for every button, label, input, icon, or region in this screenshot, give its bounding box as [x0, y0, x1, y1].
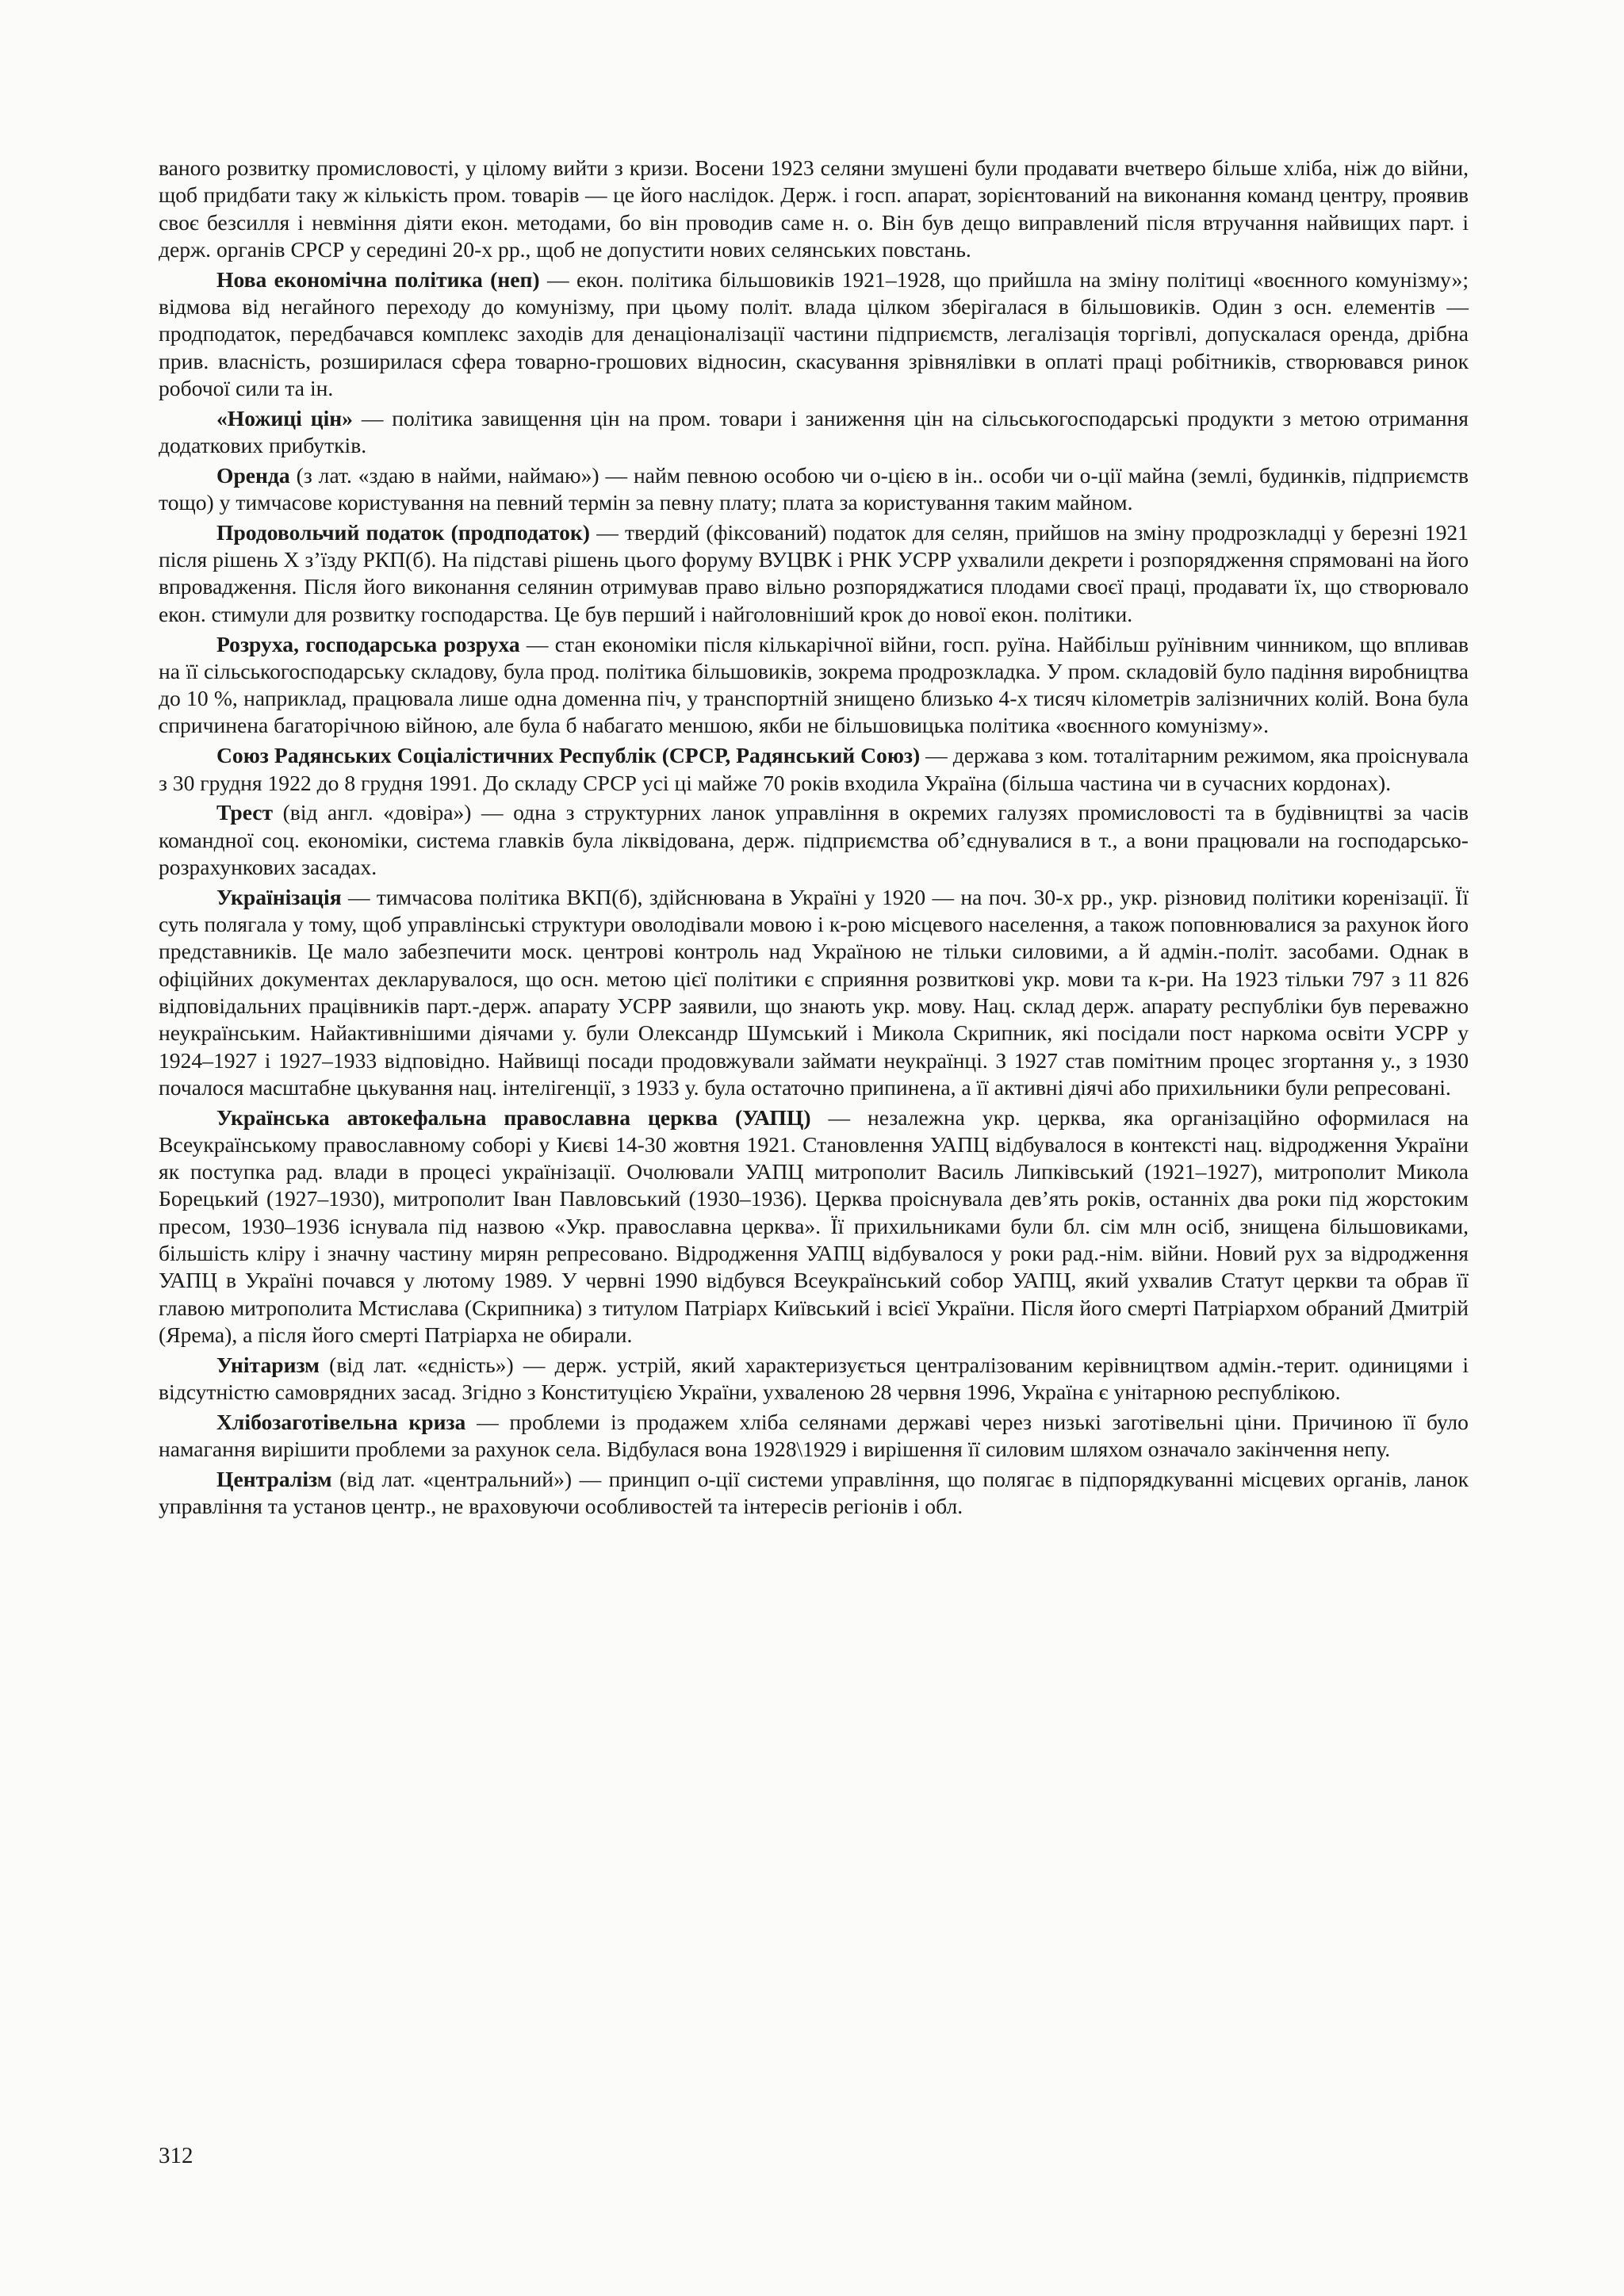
entry-term: Розруха, господарська розруха — [216, 631, 520, 656]
entry-term: Продовольчий податок (продподаток) — [216, 519, 590, 545]
entry-text: (з лат. «здаю в найми, наймаю») — найм певною особою чи о-цією в ін.. особи чи о-ції майна (землі, будинків, підприємств тощо) у тимчасове користування на певний термін за певну плату; плата за користування таким майном. — [159, 462, 1469, 515]
entry-trust — [159, 799, 1469, 881]
page-number: 312 — [159, 2143, 193, 2168]
entry-devastation — [159, 631, 1469, 740]
page-body — [159, 155, 1469, 1521]
entry-text: — політика завищення цін на пром. товари і заниження цін на сільськогосподарські продукти з метою отримання додаткових прибутків. — [159, 405, 1469, 457]
entry-ussr — [159, 742, 1469, 797]
entry-text: — стан економіки після кількарічної війни, госп. руїна. Найбільш руїнівним чинником, що впливав на її сільськогосподарську складову, була прод. політика більшовиків, зокрема продрозкладка. У пром. складовій було падіння виробництва до 10 %, наприклад, працювала лише одна доменна піч, у транспортній знищено близько 4-х тисяч кілометрів залізничних колій. Вона була спричинена багаторічною війною, але була б набагато меншою, якби не більшовицька політика «воєнного комунізму». — [159, 631, 1469, 738]
entry-centralism — [159, 1466, 1469, 1521]
entry-term: Українізація — [216, 884, 342, 909]
entry-term: Хлібозаготівельна криза — [216, 1409, 466, 1434]
entry-text: (від лат. «єдність») — держ. устрій, який характеризується централізованим керівництвом адмін.-терит. одиницями і відсутністю самоврядних засад. Згідно з Конституцією України, ухваленою 28 червня 1996, Україна є унітарною республікою. — [159, 1352, 1469, 1405]
intro-paragraph: ваного розвитку промисловості, у цілому вийти з кризи. Восени 1923 селяни змушені були продавати вчетверо більше хліба, ніж до війни, щоб придбати таку ж кількість пром. товарів — це його наслідок. Держ. і госп. апарат, зорієнтований на виконання команд центру, проявив своє безсилля і невміння діяти екон. методами, бо він проводив саме н. о. Він був дещо виправлений після втручання найвищих парт. і держ. органів СРСР у середині 20-х рр., щоб не допустити нових селянських повстань. — [159, 155, 1469, 262]
entry-unitarism — [159, 1352, 1469, 1406]
entry-rent — [159, 462, 1469, 517]
entry-text: — екон. політика більшовиків 1921–1928, що прийшла на зміну політиці «воєнного комунізму»; відмова від негайного переходу до комунізму, при цьому політ. влада цілком зберігалася в більшовиків. Один з осн. елементів — продподаток, передбачався комплекс заходів для денаціоналізації частини підприємств, легалізація торгівлі, допускалася оренда, дрібна прив. власність, розширилася сфера товарно-грошових відносин, скасування зрівнялівки в оплаті праці робітників, створювався ринок робочої сили та ін. — [159, 266, 1469, 400]
entry-ukrainization — [159, 884, 1469, 1101]
entry-text: (від англ. «довіра») — одна з структурних ланок управління в окремих галузях промисловості та в будівництві за часів командної соц. економіки, система главків була ліквідована, держ. підприємства об’єднувалися в т., а вони працювали на господарсько-розрахункових засадах. — [159, 800, 1469, 879]
entry-text: — твердий (фіксований) податок для селян, прийшов на зміну продрозкладці у березні 1921 після рішень X з’їзду РКП(б). На підставі рішень цього форуму ВУЦВК і РНК УСРР ухвалили декрети і розпорядження спрямовані на його впровадження. Після його виконання селянин отримував право вільно розпоряджатися плодами своєї праці, продавати їх, що створювало екон. стимули для розвитку господарства. Це був перший і найголовніший крок до нової екон. політики. — [159, 519, 1469, 626]
entry-text: (від лат. «центральний») — принцип о-ції системи управління, що полягає в підпорядкуванні місцевих органів, ланок управління та установ центр., не враховуючи особливостей та інтересів регіонів і обл. — [159, 1466, 1469, 1519]
entry-food-tax — [159, 519, 1469, 628]
entry-price-scissors — [159, 405, 1469, 460]
entry-text: — незалежна укр. церква, яка організаційно оформилася на Всеукраїнському православному соборі у Києві 14-30 жовтня 1921. Становлення УАПЦ відбувалося в контексті нац. відродження України як поступка рад. влади в процесі українізації. Очолювали УАПЦ митрополит Василь Липківський (1921–1927), митрополит Микола Борецький (1927–1930), митрополит Іван Павловський (1930–1936). Церква проіснувала дев’ять років, останніх два роки під жорстоким пресом, 1930–1936 існувала під назвою «Укр. православна церква». Її прихильниками були бл. сім млн осіб, знищена більшовиками, більшість кліру і значну частину мирян репресовано. Відродження УАПЦ відбувалося у роки рад.-нім. війни. Новий рух за відродження УАПЦ в Україні почався у лютому 1989. У червні 1990 відбувся Всеукраїнський собор УАПЦ, який ухвалив Статут церкви та обрав її главою митрополита Мстислава (Скрипника) з титулом Патріарх Київський і всієї України. Після його смерті Патріархом обраний Дмитрій (Ярема), а після його смерті Патріарха не обирали. — [159, 1104, 1469, 1347]
entry-term: Нова економічна політика (неп) — [216, 266, 540, 292]
entry-term: Централізм — [216, 1466, 332, 1491]
entry-term: «Ножиці цін» — [216, 405, 353, 430]
entry-term: Союз Радянських Соціалістичних Республік (СРСР, Радянський Союз) — [216, 743, 921, 768]
entry-text: — проблеми із продажем хліба селянами державі через низькі заготівельні ціни. Причиною її було намагання вирішити проблеми за рахунок села. Відбулася вона 1928\1929 і вирішення її силовим шляхом означало закінчення непу. — [159, 1409, 1469, 1462]
entry-text: — тимчасова політика ВКП(б), здійснювана в Україні у 1920 — на поч. 30-х рр., укр. різновид політики коренізації. Її суть полягала у тому, щоб управлінські структури оволодівали мовою і к-рою місцевого населення, а також поповнювалися за рахунок його представників. Це мало забезпечити моск. центрові контроль над Україною не тільки силовими, а й адмін.-політ. засобами. Однак в офіційних документах декларувалося, що осн. метою цієї політики є сприяння розвиткові укр. мови та к-ри. На 1923 тільки 797 з 11 826 відповідальних працівників парт.-держ. апарату УСРР заявили, що знають укр. мову. Нац. склад держ. апарату республіки був переважно неукраїнським. Найактивнішими діячами у. були Олександр Шумський і Микола Скрипник, які посідали пост наркома освіти УСРР у 1924–1927 і 1927–1933 відповідно. Найвищі посади продовжували займати неукраїнці. З 1927 став помітним процес згортання у., з 1930 почалося масштабне цькування нац. інтелігенції, з 1933 у. була остаточно припинена, а її активні діячі або прихильники були репресовані. — [159, 884, 1469, 1100]
entry-term: Трест — [216, 800, 274, 825]
entry-nep — [159, 266, 1469, 402]
entry-text: — держава з ком. тоталітарним режимом, яка проіснувала з 30 грудня 1922 до 8 грудня 1991. До складу СРСР усі ці майже 70 років входила Україна (більша частина чи в сучасних кордонах). — [159, 743, 1469, 795]
entry-term: Унітаризм — [216, 1352, 320, 1377]
entry-term: Українська автокефальна православна церква (УАПЦ) — [216, 1104, 811, 1130]
entry-term: Оренда — [216, 462, 290, 488]
entry-uaoc — [159, 1104, 1469, 1349]
entry-grain-crisis — [159, 1409, 1469, 1464]
